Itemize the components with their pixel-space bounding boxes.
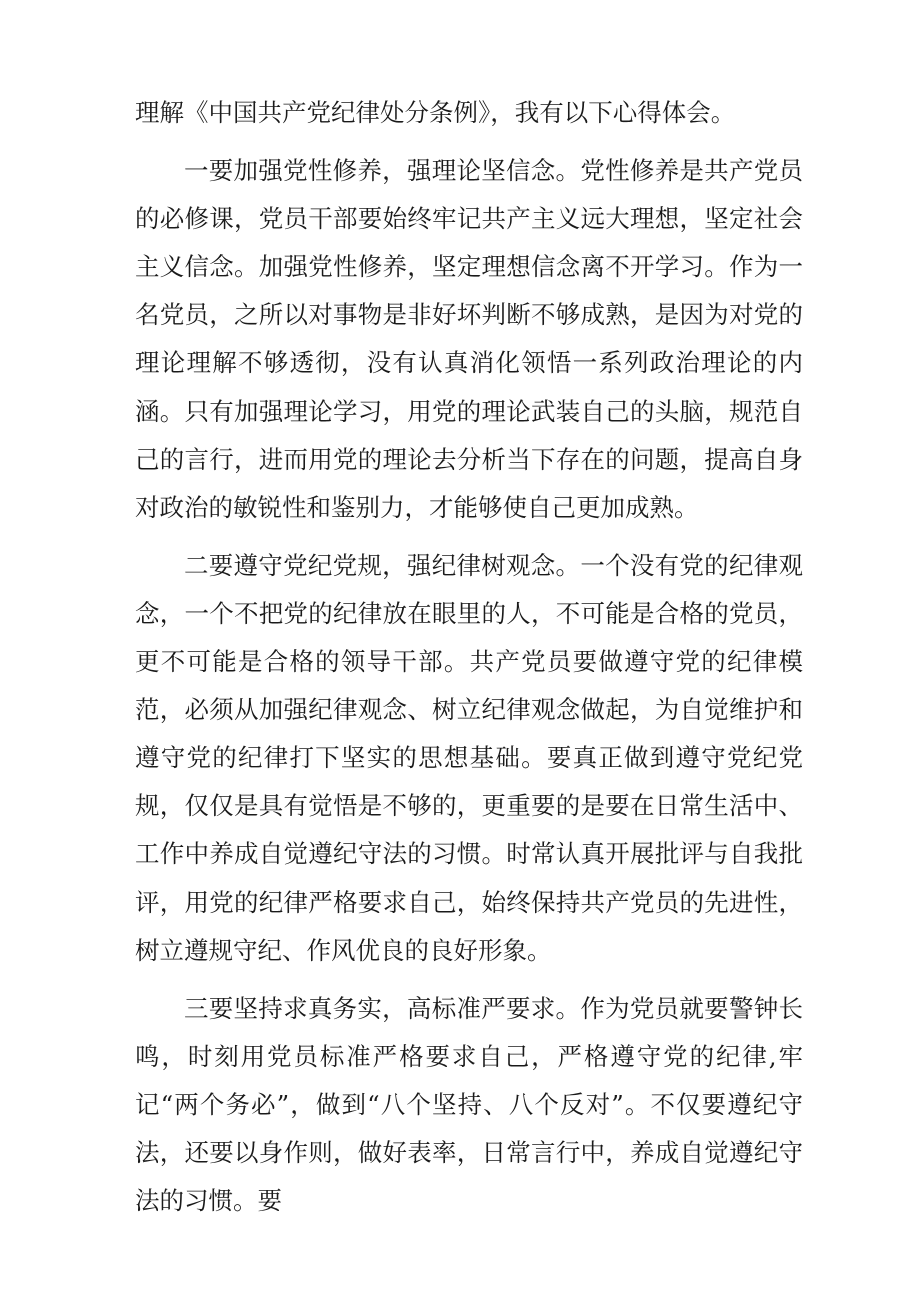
paragraph-discipline: 二要遵守党纪党规，强纪律树观念。一个没有党的纪律观念，一个不把党的纪律放在眼里的人，不可能是合格的党员，更不可能是合格的领导干部。共产党员要做遵守党的纪律模范，必须从加强纪律观念、树立纪律观念做起，为自觉维护和遵守党的纪律打下坚实的思想基础。要真正做到遵守党纪党规，仅仅是具有觉悟是不够的，更重要的是要在日常生活中、工作中养成自觉遵纪守法的习惯。时常认真开展批评与自我批评，用党的纪律严格要求自己，始终保持共产党员的先进性，树立遵规守纪、作风优良的良好形象。 <box>135 550 803 965</box>
paragraph-party-spirit: 一要加强党性修养，强理论坚信念。党性修养是共产党员的必修课，党员干部要始终牢记共产主义远大理想，坚定社会主义信念。加强党性修养，坚定理想信念离不开学习。作为一名党员，之所以对事物是非好坏判断不够成熟，是因为对党的理论理解不够透彻，没有认真消化领悟一系列政治理论的内涵。只有加强理论学习，用党的理论武装自己的头脑，规范自己的言行，进而用党的理论去分析当下存在的问题，提高自身对政治的敏锐性和鉴别力，才能够使自己更加成熟。 <box>135 156 803 522</box>
paragraph-pragmatism: 三要坚持求真务实，高标准严要求。作为党员就要警钟长鸣，时刻用党员标准严格要求自己，严格遵守党的纪律,牢记“两个务必”，做到“八个坚持、八个反对”。不仅要遵纪守法，还要以身作则，做好表率，日常言行中，养成自觉遵纪守法的习惯。要 <box>135 993 803 1216</box>
paragraph-intro: 理解《中国共产党纪律处分条例》，我有以下心得体会。 <box>135 98 736 127</box>
document-body <box>135 89 803 1225</box>
